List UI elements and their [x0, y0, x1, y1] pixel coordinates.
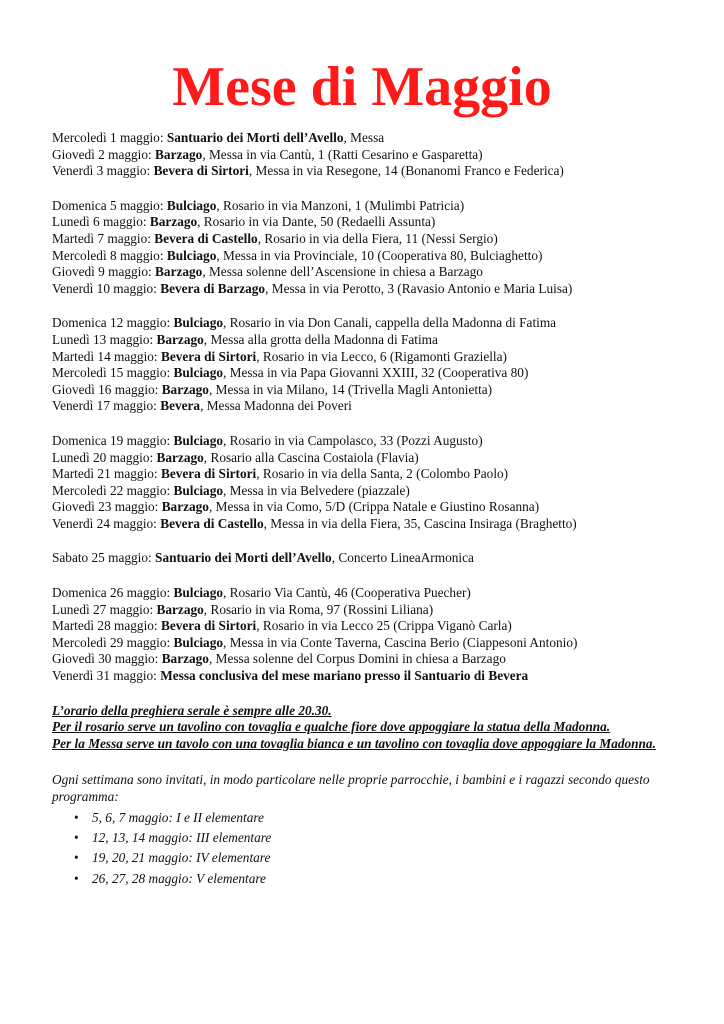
schedule-place: Bulciago: [173, 315, 223, 331]
schedule-details: , Rosario in via Don Canali, cappella della Madonna di Fatima: [223, 315, 557, 331]
schedule-place: Bevera di Castello: [154, 230, 258, 246]
schedule-date: Giovedì 23 maggio:: [52, 499, 162, 515]
schedule-details: , Messa in via della Fiera, 35, Cascina Insiraga (Braghetto): [263, 515, 577, 531]
schedule-date: Giovedì 16 maggio:: [52, 381, 162, 397]
schedule-details: , Messa in via Provinciale, 10 (Cooperativa 80, Bulciaghetto): [216, 247, 543, 263]
schedule-place: Messa conclusiva del mese mariano presso il Santuario di Bevera: [160, 668, 529, 684]
schedule-date: Martedì 7 maggio:: [52, 230, 155, 246]
schedule-line: [52, 163, 692, 180]
list-item: • 26, 27, 28 maggio: V elementare: [52, 869, 692, 889]
schedule-details: , Messa in via Resegone, 14 (Bonanomi Franco e Federica): [248, 163, 564, 179]
schedule-place: Bulciago: [173, 634, 223, 650]
schedule-details: , Rosario in via della Fiera, 11 (Nessi Sergio): [257, 230, 498, 246]
schedule-place: Bevera di Sirtori: [160, 618, 257, 634]
schedule-line: [52, 466, 692, 483]
schedule-line: [52, 450, 692, 467]
schedule-line: [52, 264, 692, 281]
schedule-group: [52, 198, 692, 298]
schedule-date: Domenica 12 maggio:: [52, 315, 174, 331]
schedule-date: Giovedì 30 maggio:: [52, 651, 162, 667]
schedule-date: Sabato 25 maggio:: [52, 550, 156, 566]
schedule-details: , Messa alla grotta della Madonna di Fatima: [203, 331, 438, 347]
schedule-place: Barzago: [156, 331, 204, 347]
list-item: • 12, 13, 14 maggio: III elementare: [52, 828, 692, 848]
schedule-line: [52, 398, 692, 415]
schedule-place: Barzago: [155, 146, 203, 162]
schedule-details: , Rosario alla Cascina Costaiola (Flavia): [203, 449, 419, 465]
schedule-line: [52, 668, 692, 685]
schedule-date: Giovedì 9 maggio:: [52, 264, 156, 280]
schedule-details: , Rosario in via Roma, 97 (Rossini Liliana): [203, 601, 434, 617]
schedule-place: Bevera di Castello: [160, 515, 264, 531]
note-messa: Per la Messa serve un tavolo con una tovaglia bianca e un tavolino con tovaglia dove appoggiare la Madonna.: [52, 735, 656, 751]
schedule-line: [52, 635, 692, 652]
schedule-line: [52, 550, 692, 567]
schedule-date: Domenica 26 maggio:: [52, 585, 174, 601]
schedule-group: [52, 130, 692, 180]
schedule-line: [52, 382, 692, 399]
schedule-date: Domenica 19 maggio:: [52, 432, 174, 448]
schedule-date: Mercoledì 15 maggio:: [52, 365, 174, 381]
program-list: [52, 808, 692, 890]
schedule-place: Barzago: [161, 381, 209, 397]
schedule-line: [52, 231, 692, 248]
schedule-details: , Rosario Via Cantù, 46 (Cooperativa Puecher): [223, 585, 471, 601]
schedule-date: Lunedì 13 maggio:: [52, 331, 157, 347]
note-time: L’orario della preghiera serale è sempre alle 20.30.: [52, 702, 332, 718]
schedule-date: Venerdì 17 maggio:: [52, 398, 161, 414]
schedule-line: [52, 281, 692, 298]
schedule-details: , Concerto LineaArmonica: [331, 550, 474, 566]
schedule-place: Barzago: [161, 651, 209, 667]
schedule-date: Lunedì 27 maggio:: [52, 601, 157, 617]
schedule-date: Martedì 21 maggio:: [52, 466, 161, 482]
schedule-details: , Rosario in via Dante, 50 (Redaelli Assunta): [197, 214, 436, 230]
schedule-details: , Messa in via Conte Taverna, Cascina Berio (Ciappesoni Antonio): [223, 634, 578, 650]
schedule-date: Venerdì 24 maggio:: [52, 515, 161, 531]
schedule-place: Bulciago: [173, 365, 223, 381]
schedule-date: Venerdì 10 maggio:: [52, 280, 161, 296]
bullet-icon: •: [74, 870, 79, 886]
schedule-details: , Messa in via Cantù, 1 (Ratti Cesarino e Gasparetta): [202, 146, 483, 162]
schedule-date: Mercoledì 22 maggio:: [52, 482, 174, 498]
schedule-details: , Rosario in via Lecco 25 (Crippa Viganò Carla): [256, 618, 512, 634]
schedule-details: , Messa in via Belvedere (piazzale): [223, 482, 410, 498]
schedule-line: [52, 499, 692, 516]
schedule-place: Bevera: [160, 398, 201, 414]
list-item: • 5, 6, 7 maggio: I e II elementare: [52, 808, 692, 828]
schedule-line: [52, 147, 692, 164]
schedule-place: Barzago: [149, 214, 198, 230]
schedule: [52, 130, 692, 685]
schedule-place: Bulciago: [173, 585, 223, 601]
schedule-date: Venerdì 31 maggio:: [52, 668, 161, 684]
schedule-place: Bulciago: [173, 432, 223, 448]
schedule-date: Lunedì 6 maggio:: [52, 214, 150, 230]
schedule-date: Mercoledì 1 maggio:: [52, 130, 167, 145]
schedule-details: , Rosario in via Campolasco, 33 (Pozzi Augusto): [223, 432, 483, 448]
schedule-line: [52, 248, 692, 265]
schedule-details: , Messa solenne dell’Ascensione in chiesa a Barzago: [202, 264, 483, 280]
schedule-details: , Messa: [343, 130, 385, 145]
schedule-line: [52, 516, 692, 533]
schedule-line: [52, 198, 692, 215]
schedule-group: [52, 315, 692, 415]
note-rosario: Per il rosario serve un tavolino con tovaglia e qualche fiore dove appoggiare la statua della Madonna.: [52, 719, 611, 735]
bullet-icon: •: [74, 830, 79, 845]
schedule-details: , Messa in via Milano, 14 (Trivella Magli Antonietta): [208, 381, 493, 397]
schedule-details: , Messa solenne del Corpus Domini in chiesa a Barzago: [208, 651, 506, 667]
schedule-date: Giovedì 2 maggio:: [52, 146, 156, 162]
schedule-place: Bevera di Barzago: [160, 280, 266, 296]
schedule-line: [52, 651, 692, 668]
schedule-details: , Messa in via Papa Giovanni XXIII, 32 (Cooperativa 80): [223, 365, 529, 381]
schedule-place: Bevera di Sirtori: [153, 163, 249, 179]
intro-text: Ogni settimana sono invitati, in modo particolare nelle proprie parrocchie, i bambini e i ragazzi secondo questo programma:: [52, 772, 650, 804]
schedule-date: Mercoledì 8 maggio:: [52, 247, 167, 263]
list-item: • 19, 20, 21 maggio: IV elementare: [52, 848, 692, 868]
schedule-line: [52, 483, 692, 500]
schedule-date: Venerdì 3 maggio:: [52, 163, 154, 179]
schedule-group: [52, 433, 692, 533]
schedule-place: Barzago: [156, 601, 204, 617]
schedule-date: Martedì 14 maggio:: [52, 348, 161, 364]
schedule-line: [52, 332, 692, 349]
schedule-details: , Messa Madonna dei Poveri: [200, 398, 352, 414]
schedule-date: Lunedì 20 maggio:: [52, 449, 157, 465]
schedule-date: Martedì 28 maggio:: [52, 618, 161, 634]
schedule-details: , Messa in via Como, 5/D (Crippa Natale e Giustino Rosanna): [208, 499, 540, 515]
schedule-date: Mercoledì 29 maggio:: [52, 634, 174, 650]
schedule-place: Barzago: [155, 264, 203, 280]
schedule-line: [52, 602, 692, 619]
schedule-place: Barzago: [156, 449, 204, 465]
schedule-line: [52, 618, 692, 635]
schedule-details: , Messa in via Perotto, 3 (Ravasio Antonio e Maria Luisa): [265, 280, 573, 296]
schedule-line: [52, 585, 692, 602]
schedule-line: [52, 349, 692, 366]
schedule-date: Domenica 5 maggio:: [52, 197, 167, 213]
schedule-details: , Rosario in via Manzoni, 1 (Mulimbi Patricia): [216, 197, 465, 213]
schedule-group: [52, 585, 692, 685]
schedule-line: [52, 365, 692, 382]
notes: [52, 703, 692, 753]
schedule-line: [52, 130, 692, 147]
content: [52, 130, 692, 889]
schedule-place: Santuario dei Morti dell’Avello: [166, 130, 344, 145]
bullet-icon: •: [74, 809, 79, 825]
schedule-group: [52, 550, 692, 567]
schedule-place: Bevera di Sirtori: [160, 348, 257, 364]
schedule-details: , Rosario in via della Santa, 2 (Colombo Paolo): [256, 466, 509, 482]
schedule-place: Bulciago: [166, 197, 217, 213]
schedule-line: [52, 315, 692, 332]
bullet-icon: •: [74, 850, 79, 866]
schedule-place: Bevera di Sirtori: [160, 466, 257, 482]
schedule-place: Bulciago: [173, 482, 223, 498]
schedule-line: [52, 214, 692, 231]
schedule-details: , Rosario in via Lecco, 6 (Rigamonti Graziella): [256, 348, 507, 364]
page-title: Mese di Maggio: [172, 56, 552, 118]
schedule-place: Bulciago: [166, 247, 217, 263]
schedule-line: [52, 433, 692, 450]
schedule-place: Barzago: [161, 499, 209, 515]
schedule-place: Santuario dei Morti dell’Avello: [155, 550, 332, 566]
